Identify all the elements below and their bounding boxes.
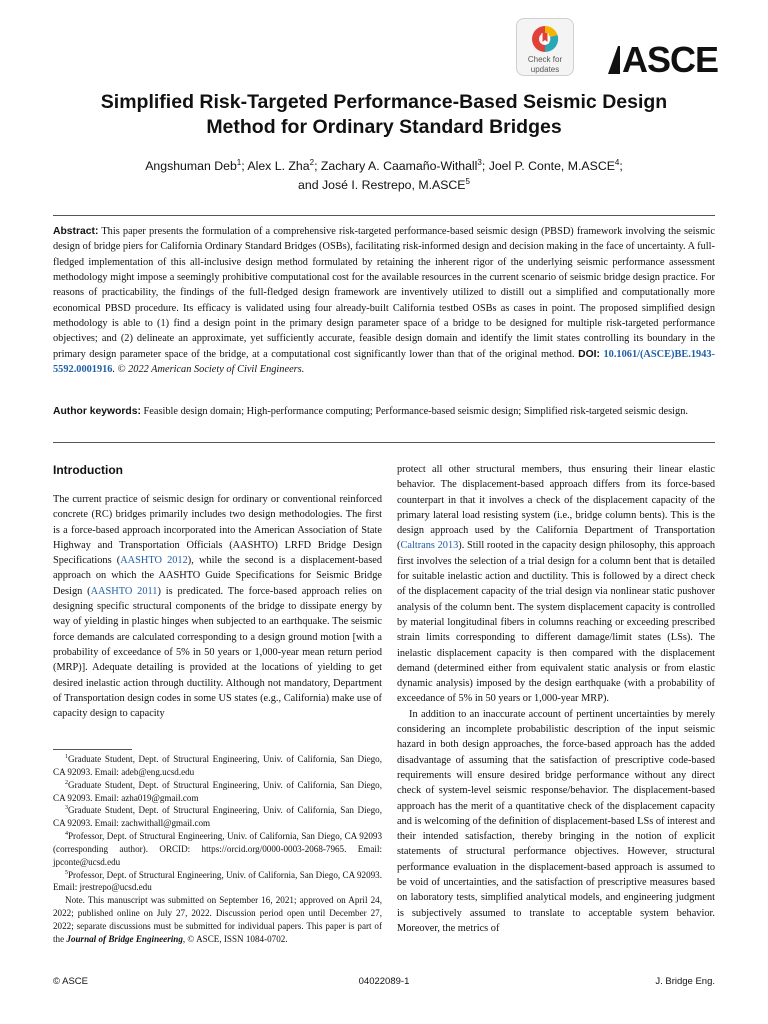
intro-p1-text-b: ), while the second is a displacement-based approach on which the AASHTO Guide Specifications for Seismic Bridge Design (	[53, 555, 382, 597]
footnote-2	[53, 779, 382, 805]
footnote-4	[53, 830, 382, 869]
abstract-bottom-rule	[53, 442, 715, 443]
author-1-affiliation: 1	[236, 157, 242, 167]
footnote-3	[53, 804, 382, 830]
keywords-body: Feasible design domain; High-performance computing; Performance-based seismic design; Simplified risk-targeted seismic design.	[140, 406, 688, 417]
journal-name: Journal of Bridge Engineering	[66, 933, 183, 944]
footnote-2-text: Graduate Student, Dept. of Structural Engineering, Univ. of California, San Diego, CA 92093. Email: azha019@gmail.com	[53, 779, 382, 803]
intro-paragraph-2	[397, 462, 715, 707]
intro-p1-text-c: ) is predicated. The force-based approach relies on designing specific structural components of the bridge to dissipate energy by way of yielding in plastic hinges when subjected to an earthquake. The seismic force demands are calculated corresponding to a design ground motion [with a probability of exceedance of 5% in 50 years or 1,000-year mean return period (MRP)]. Adequate detailing is provided at the locations of yielding to get desired inelastic action through ductility. Although not mandatory, Department of Transportation design codes in some US states (e.g., California) make use of capacity design to capacity	[53, 585, 382, 720]
crossmark-icon	[530, 24, 560, 54]
doi-link[interactable]: 10.1061/(ASCE)BE.1943-5592.0001916	[53, 348, 715, 376]
check-for-updates-line2: updates	[530, 65, 560, 74]
footnotes	[53, 753, 382, 946]
footnote-3-marker: 3	[65, 805, 68, 812]
keywords-label: Author keywords:	[53, 406, 141, 417]
footer-journal: J. Bridge Eng.	[655, 976, 715, 987]
citation-aashto-2011[interactable]: AASHTO 2011	[90, 585, 158, 597]
title-line-2: Method for Ordinary Standard Bridges	[206, 116, 562, 138]
doi-label: DOI:	[578, 348, 600, 360]
footnote-1-text: Graduate Student, Dept. of Structural Engineering, Univ. of California, San Diego, CA 92093. Email: adeb@eng.ucsd.edu	[53, 754, 382, 777]
author-list	[0, 157, 768, 195]
footnote-5	[53, 869, 382, 895]
author-5-affiliation: 5	[465, 176, 470, 186]
check-for-updates-badge[interactable]	[516, 18, 574, 76]
section-heading-introduction: Introduction	[53, 463, 123, 477]
intro-p2-text-b: ). Still rooted in the capacity design philosophy, this approach first involves the selection of a trial design for a column bent that is detailed for suitable inelastic action and ductility. This is followed by a direct check of the displacement capacity of the trial design via nonlinear static pushover analysis of the column bent. The system displacement capacity is controlled by material longitudinal fibers in columns reaching or exceeding prescribed strain limits corresponding to different damage/limit states (LSs). The inelastic displacement capacity is then compared with the displacement demand (determined either from equivalent static analysis or from elastic dynamic analysis) imposed by the design earthquake (with a probability of exceedance of 5% in 50 years or 1,000-year MRP).	[397, 540, 715, 705]
footnote-1	[53, 753, 382, 779]
footer-article-number: 04022089-1	[358, 976, 410, 987]
citation-aashto-2012[interactable]: AASHTO 2012	[120, 555, 188, 567]
intro-p1-text-a: The current practice of seismic design for ordinary or conventional reinforced concrete (RC) bridges primarily includes two design methodologies. The first is a force-based approach incorporated into the American Association of State Highway and Transportation Officials (AASHTO) LRFD Bridge Design Specifications (	[53, 494, 382, 567]
footnote-4-marker: 4	[65, 831, 68, 838]
footnote-2-marker: 2	[65, 779, 68, 786]
author-3: ; Zachary A. Caamaño-Withall	[314, 159, 478, 173]
author-2: ; Alex L. Zha	[241, 159, 310, 173]
abstract-body: This paper presents the formulation of a comprehensive risk-targeted performance-based seismic design (PBSD) framework involving the seismic design of bridge piers for California Ordinary Standard Bridges (OSBs), facilitating risk-informed design and decision making in the face of uncertainty. A full-fledged implementation of this all-inclusive design method formulated by retaining the inherent rigor of the underlying seismic performance assessment methodology might impose a seemingly prohibitive computational cost for the available resources in the current scenario of seismic bridge design practice. For reasons of practicability, the findings of the full-fledged design framework are inventively utilized to distill out a simplified and computationally more economical PBSD procedure. Its efficacy is validated using four already-built California testbed OSBs as cases in point. The proposed simplified design methodology is able to (1) find a design point in the primary design parameter space of a bridge to be designed for multiple risk-targeted performance objectives; and (2) delineate an approximate, yet sufficiently accurate, feasible design domain and identify the limit states controlling its boundary in the primary design parameter space of the bridge, at a computational cost significantly lower than that of the original method.	[53, 226, 715, 360]
asce-logo	[608, 38, 718, 82]
asce-emblem-icon	[608, 46, 620, 74]
title-line-1: Simplified Risk-Targeted Performance-Based Seismic Design	[100, 91, 668, 113]
submission-note	[53, 894, 382, 945]
footnote-4-text: Professor, Dept. of Structural Engineering, Univ. of California, San Diego, CA 92093 (corresponding author). ORCID: https://orcid.org/0000-0003-2068-7965. Email: jpconte@ucsd.edu	[53, 831, 382, 867]
author-5: and José I. Restrepo, M.ASCE	[298, 178, 466, 192]
footnote-rule	[53, 749, 132, 750]
right-column	[397, 462, 715, 936]
author-4-affiliation: 4	[614, 157, 620, 167]
intro-p2-text-a: protect all other structural members, thus ensuring their linear elastic behavior. The displacement-based approach differs from its force-based counterpart in that it involves a check of the displacement capacity of the primary lateral load resisting system (i.e., bridge column bents). This is the design approach used by the California Department of Transportation (	[397, 464, 715, 552]
copyright-notice: . © 2022 American Society of Civil Engineers.	[112, 364, 305, 376]
intro-paragraph-1	[53, 492, 382, 721]
citation-caltrans-2013[interactable]: Caltrans 2013	[400, 540, 459, 552]
left-column	[53, 462, 382, 721]
footnote-5-marker: 5	[65, 869, 68, 876]
submission-note-text-a: Note. This manuscript was submitted on September 16, 2021; approved on April 24, 2022; published online on July 27, 2022. Discussion period open until December 27, 2022; separate discussions must be submitted for individual papers. This paper is part of the	[53, 895, 382, 944]
footnote-1-marker: 1	[65, 753, 68, 760]
author-1: Angshuman Deb	[145, 159, 237, 173]
author-4-separator: ;	[619, 159, 623, 173]
page-footer	[53, 976, 715, 990]
author-3-affiliation: 3	[477, 157, 482, 167]
abstract-label: Abstract:	[53, 226, 99, 237]
author-keywords	[53, 404, 715, 419]
asce-logo-text: ASCE	[622, 39, 719, 80]
intro-paragraph-3: In addition to an inaccurate account of pertinent uncertainties by merely considering an incomplete probabilistic description of the input seismic hazard in both design approaches, the force-based approach has the added disadvantage of assuming that the satisfaction of prescriptive code-based requirements will ensure desired bridge performance without any direct check of system-level seismic response/behavior. The displacement-based approach has the merit of a quantitative check of the displacement capacity and is welcoming of the definition of displacement-based LSs of interest and their intended satisfaction, thereby bringing in the notion of explicit statements of structural performance objectives. However, structural performance evaluation in the displacement-based approach is assumed to be void of uncertainties, and the satisfaction of prescriptive measures based on laboratory tests, simplified analytical models, and engineering judgment is subjectively assumed to translate to acceptable system behavior. Moreover, the metrics of	[397, 708, 715, 934]
abstract-top-rule	[53, 215, 715, 216]
abstract	[53, 224, 715, 377]
author-2-affiliation: 2	[309, 157, 315, 167]
paper-title	[0, 90, 768, 140]
footer-copyright: © ASCE	[53, 976, 88, 987]
submission-note-text-b: , © ASCE, ISSN 1084-0702.	[182, 933, 288, 944]
footnote-3-text: Graduate Student, Dept. of Structural Engineering, Univ. of California, San Diego, CA 92093. Email: zachwithall@gmail.com	[53, 805, 382, 829]
author-4: ; Joel P. Conte, M.ASCE	[481, 159, 615, 173]
check-for-updates-line1: Check for	[527, 55, 563, 64]
footnote-5-text: Professor, Dept. of Structural Engineering, Univ. of California, San Diego, CA 92093. Email: jrestrepo@ucsd.edu	[53, 869, 382, 893]
